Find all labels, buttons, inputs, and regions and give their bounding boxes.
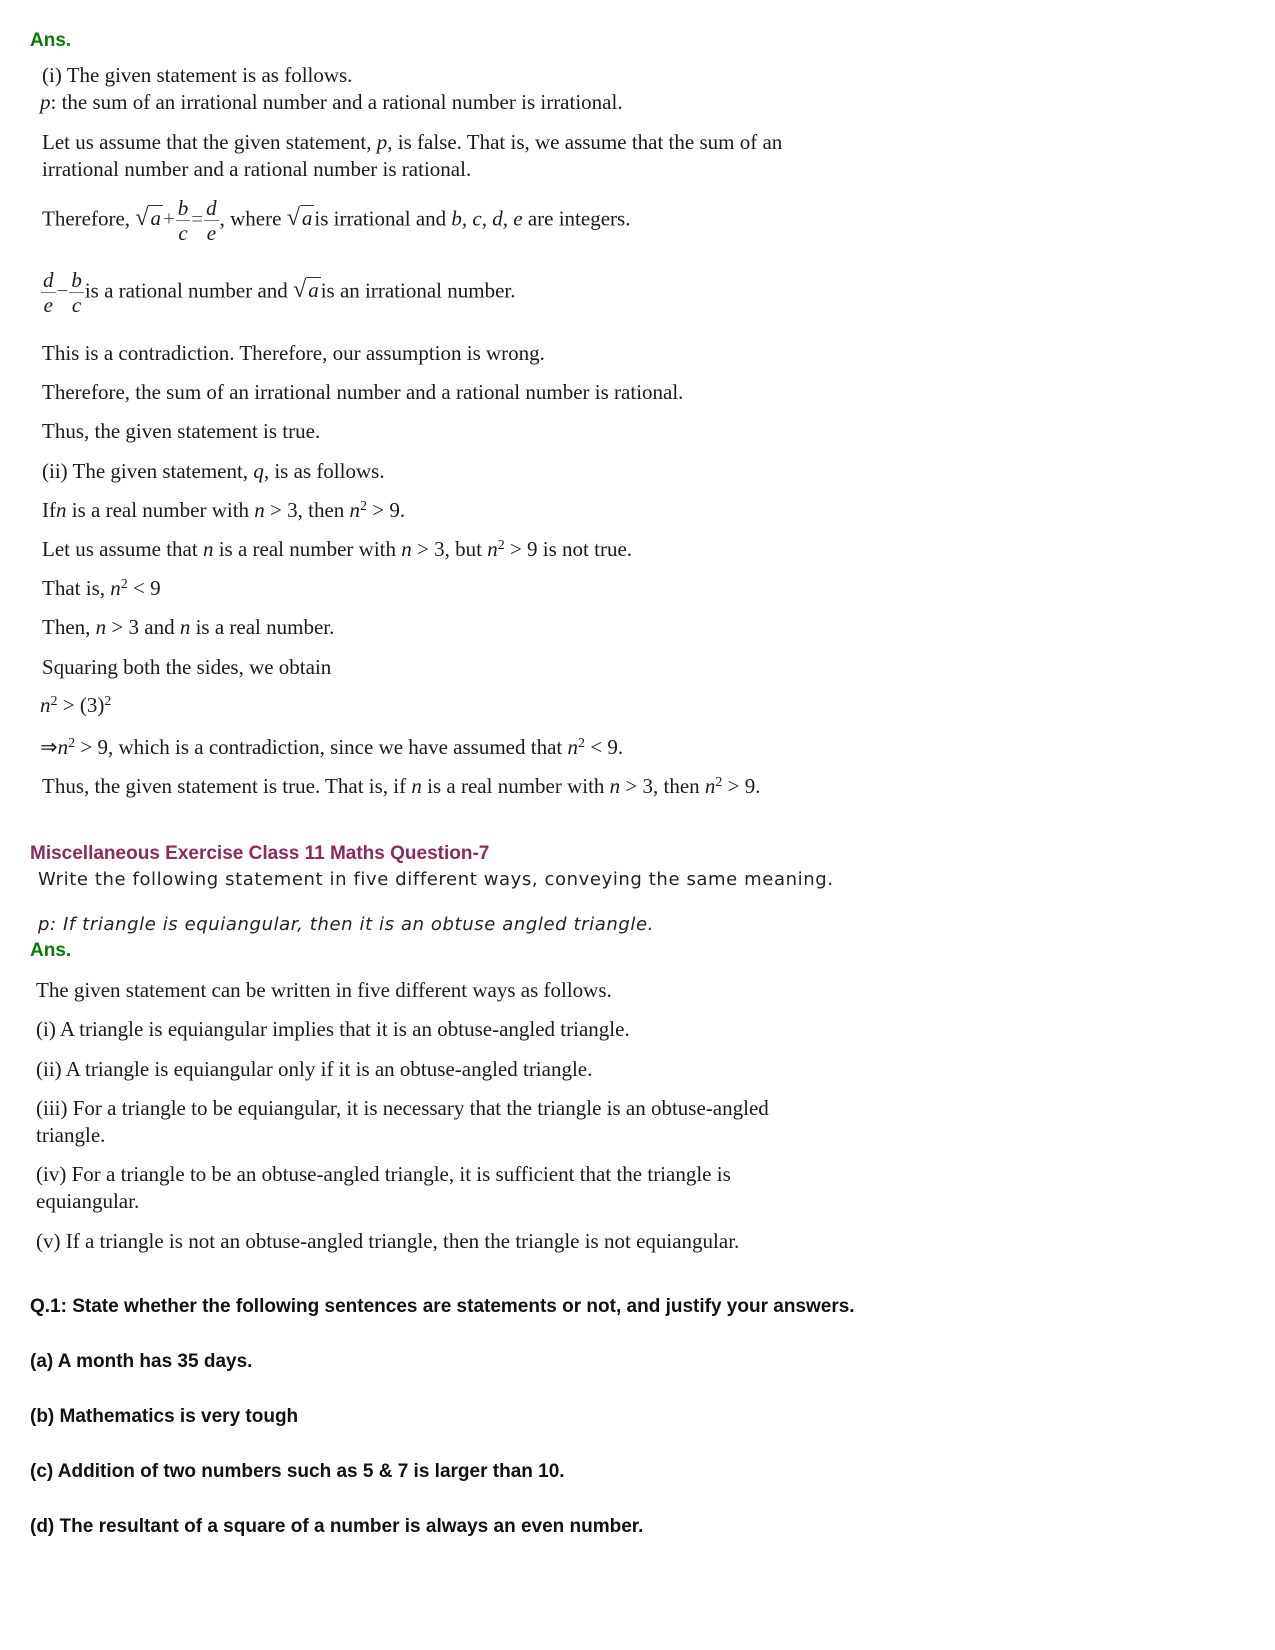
exponent: 2 <box>104 694 112 709</box>
implies-line <box>40 735 623 760</box>
var-n: n <box>704 774 716 798</box>
sqrt-a: √a <box>135 205 161 232</box>
plus-sign: + <box>162 206 175 231</box>
way-item: (v) If a triangle is not an obtuse-angled triangle, then the triangle is not equiangular. <box>36 1229 740 1253</box>
therefore-sum-line: Therefore, the sum of an irrational number and a rational number is rational. <box>42 380 684 404</box>
var-n: n <box>110 576 121 600</box>
question-7-statement: p: If triangle is equiangular, then it is an obtuse angled triangle. <box>38 914 654 935</box>
q1-heading: Q.1: State whether the following sentences are statements or not, and justify your answers. <box>30 1296 855 1317</box>
that-is-line <box>42 576 161 601</box>
var-n: n <box>57 735 69 759</box>
numerator: b <box>71 268 82 292</box>
text: > 3, then <box>270 498 345 522</box>
inequality-line <box>40 693 111 718</box>
text: is a real number with <box>218 537 396 561</box>
text: That is, <box>42 576 105 600</box>
statement-p-text: : the sum of an irrational number and a rational number is irrational. <box>50 90 623 114</box>
q1-item: (c) Addition of two numbers such as 5 & 7 is larger than 10. <box>30 1461 565 1482</box>
thus-final-line <box>42 774 761 799</box>
text: < 9. <box>590 735 624 759</box>
exponent: 2 <box>50 694 58 709</box>
denominator: e <box>43 293 53 317</box>
denominator: c <box>178 221 188 245</box>
way-item-continued: equiangular. <box>36 1189 140 1213</box>
var-n: n <box>40 693 51 717</box>
exponent: 2 <box>360 499 368 514</box>
therefore-equation-line <box>42 196 630 245</box>
therefore-label: Therefore, <box>42 206 131 231</box>
text: < 9 <box>133 576 161 600</box>
q1-item: (a) A month has 35 days. <box>30 1351 253 1372</box>
var-n: n <box>179 615 191 639</box>
answer-label: Ans. <box>30 940 72 961</box>
thus-true-line: Thus, the given statement is true. <box>42 419 321 443</box>
text: is a real number with <box>427 774 605 798</box>
text: > 9. <box>727 774 761 798</box>
sqrt-a: √a <box>293 277 319 304</box>
var-q: q <box>253 459 264 483</box>
var-n: n <box>95 615 107 639</box>
way-item: (i) A triangle is equiangular implies that it is an obtuse-angled triangle. <box>36 1017 630 1041</box>
text: Thus, the given statement is true. That is, if <box>42 774 407 798</box>
text: Let us assume that <box>42 537 198 561</box>
fraction-b-c <box>69 268 84 317</box>
question-7-prompt: Write the following statement in five different ways, conveying the same meaning. <box>38 869 834 890</box>
var-p: p <box>40 90 51 114</box>
var-p: p <box>376 130 388 154</box>
text: , where <box>219 206 282 231</box>
way-item-continued: triangle. <box>36 1123 106 1147</box>
sqrt-a: √a <box>286 205 313 232</box>
text: > 9. <box>372 498 406 522</box>
text: is a rational number and <box>84 278 288 303</box>
ways-intro: The given statement can be written in five different ways as follows. <box>36 978 612 1002</box>
text: > 3, but <box>417 537 482 561</box>
text: are integers. <box>527 206 631 231</box>
text: If <box>42 498 56 522</box>
var-n: n <box>411 774 422 798</box>
exponent: 2 <box>715 775 723 790</box>
text: is irrational and <box>314 206 447 231</box>
way-item: (ii) A triangle is equiangular only if it is an obtuse-angled triangle. <box>36 1057 593 1081</box>
var-n: n <box>349 498 361 522</box>
exponent: 2 <box>120 577 128 592</box>
equals-sign: = <box>191 206 204 231</box>
numerator: b <box>177 196 189 220</box>
numerator: d <box>43 268 54 292</box>
if-line <box>42 498 405 523</box>
q1-item: (b) Mathematics is very tough <box>30 1406 299 1427</box>
exponent: 2 <box>577 736 585 751</box>
q1-item: (d) The resultant of a square of a number is always an even number. <box>30 1516 644 1537</box>
var-n: n <box>56 498 67 522</box>
way-item: (iv) For a triangle to be an obtuse-angled triangle, it is sufficient that the triangle is <box>36 1162 731 1186</box>
part-i-intro: (i) The given statement is as follows. <box>42 63 353 87</box>
assume-n-line <box>42 537 632 562</box>
vars: b, c, d, e <box>451 206 523 231</box>
radicand: a <box>301 206 313 231</box>
exponent: 2 <box>497 538 505 553</box>
var-n: n <box>254 498 265 522</box>
denominator: e <box>206 221 217 245</box>
text: is an irrational number. <box>320 278 516 303</box>
text: is a real number with <box>71 498 250 522</box>
fraction-d-e <box>204 196 219 245</box>
text: > 3 and <box>111 615 175 639</box>
answer-label: Ans. <box>30 30 72 51</box>
text: > (3) <box>62 693 105 717</box>
text: (ii) The given statement, <box>42 459 249 483</box>
way-item: (iii) For a triangle to be equiangular, it is necessary that the triangle is an obtuse-angled <box>36 1096 769 1120</box>
squaring-line: Squaring both the sides, we obtain <box>42 655 332 679</box>
var-n: n <box>487 537 498 561</box>
difference-line <box>40 268 516 317</box>
exponent: 2 <box>68 736 76 751</box>
numerator: d <box>206 196 217 220</box>
text: > 9 is not true. <box>509 537 633 561</box>
implies-arrow-icon: ⇒ <box>40 735 58 759</box>
text: is a real number. <box>195 615 335 639</box>
text: , is as follows. <box>263 459 385 483</box>
var-n: n <box>401 537 412 561</box>
text: Let us assume that the given statement, <box>42 130 372 154</box>
part-ii-intro <box>42 459 385 484</box>
assume-line-1 <box>42 130 782 155</box>
text: > 9, which is a contradiction, since we have assumed that <box>80 735 563 759</box>
var-n: n <box>609 774 621 798</box>
text: > 3, then <box>625 774 700 798</box>
contradiction-line: This is a contradiction. Therefore, our assumption is wrong. <box>42 341 545 365</box>
radicand: a <box>150 206 161 231</box>
text: , is false. That is, we assume that the sum of an <box>387 130 783 154</box>
then-line <box>42 615 334 640</box>
var-n: n <box>202 537 214 561</box>
fraction-b-c <box>176 196 191 245</box>
assume-line-2: irrational number and a rational number is rational. <box>42 157 472 181</box>
minus-sign: − <box>56 278 69 303</box>
statement-p <box>40 90 623 115</box>
text: Then, <box>42 615 91 639</box>
denominator: c <box>71 293 82 317</box>
fraction-d-e <box>41 268 56 317</box>
var-n: n <box>567 735 578 759</box>
radicand: a <box>308 278 319 303</box>
question-7-heading: Miscellaneous Exercise Class 11 Maths Question-7 <box>30 843 490 864</box>
